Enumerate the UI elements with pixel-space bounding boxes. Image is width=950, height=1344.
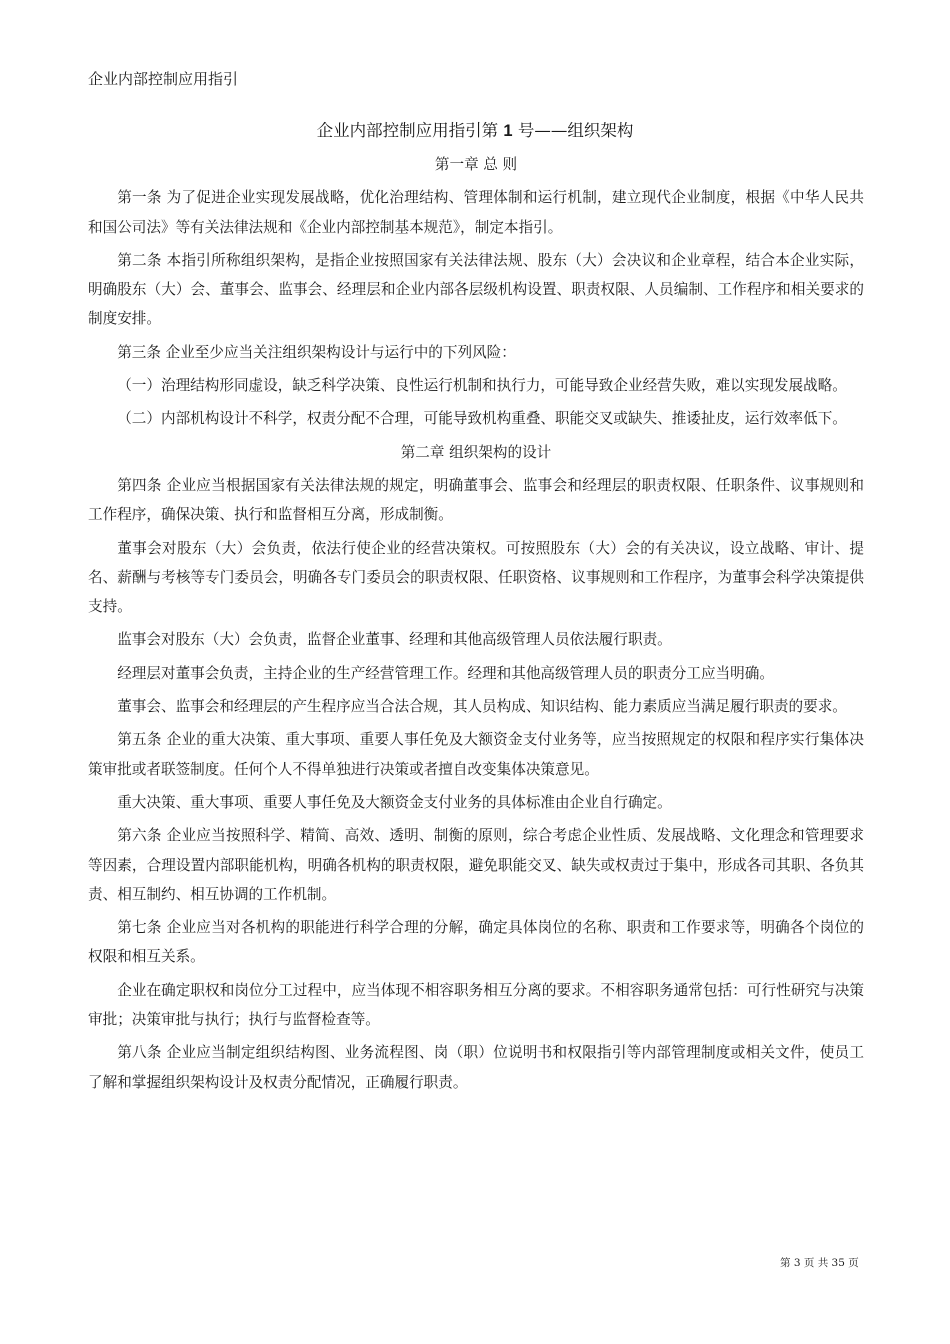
paragraph: 第三条 企业至少应当关注组织架构设计与运行中的下列风险： — [117, 343, 516, 361]
chapter-heading: 第一章 总 则 — [434, 156, 518, 173]
paragraph: 第七条 企业应当对各机构的职能进行科学合理的分解，确定具体岗位的名称、职责和工作要求等，明确各个岗位的权限和相互关系。 — [88, 919, 864, 966]
paragraph: 重大决策、重大事项、重要人事任免及大额资金支付业务的具体标准由企业自行确定。 — [117, 793, 672, 811]
title-number: 1 — [503, 122, 513, 140]
paragraph: 监事会对股东（大）会负责，监督企业董事、经理和其他高级管理人员依法履行职责。 — [117, 631, 672, 649]
document-title — [0, 117, 950, 141]
paragraph: 董事会对股东（大）会负责，依法行使企业的经营决策权。可按照股东（大）会的有关决议，设立战略、审计、提名、薪酬与考核等专门委员会，明确各专门委员会的职责权限、任职资格、议事规则和工作程序，为董事会科学决策提供支持。 — [88, 539, 864, 616]
paragraph: 第四条 企业应当根据国家有关法律法规的规定，明确董事会、监事会和经理层的职责权限、任职条件、议事规则和工作程序，确保决策、执行和监督相互分离，形成制衡。 — [88, 476, 864, 524]
page-footer: 第 3 页 共 35 页 — [780, 1257, 859, 1269]
chapter-heading: 第二章 组织架构的设计 — [400, 443, 552, 461]
paragraph: 企业在确定职权和岗位分工过程中，应当体现不相容职务相互分离的要求。不相容职务通常包括：可行性研究与决策审批；决策审批与执行；执行与监督检查等。 — [88, 981, 864, 1029]
paragraph: 第八条 企业应当制定组织结构图、业务流程图、岗（职）位说明书和权限指引等内部管理制度或相关文件，使员工了解和掌握组织架构设计及权责分配情况，正确履行职责。 — [88, 1044, 864, 1091]
paragraph: 第五条 企业的重大决策、重大事项、重要人事任免及大额资金支付业务等，应当按照规定的权限和程序实行集体决策审批或者联签制度。任何个人不得单独进行决策或者擅自改变集体决策意见。 — [88, 731, 864, 778]
paragraph: （一）治理结构形同虚设，缺乏科学决策、良性运行机制和执行力，可能导致企业经营失败，难以实现发展战略。 — [117, 377, 847, 395]
paragraph: 经理层对董事会负责，主持企业的生产经营管理工作。经理和其他高级管理人员的职责分工应当明确。 — [117, 664, 774, 682]
paragraph: 第二条 本指引所称组织架构，是指企业按照国家有关法律法规、股东（大）会决议和企业章程，结合本企业实际，明确股东（大）会、董事会、监事会、经理层和企业内部各层级机构设置、职责权限、人员编制、工作程序和相关要求的制度安排。 — [88, 251, 864, 328]
paragraph: （二）内部机构设计不科学，权责分配不合理，可能导致机构重叠、职能交叉或缺失、推诿扯皮，运行效率低下。 — [117, 410, 847, 428]
paragraph: 第一条 为了促进企业实现发展战略，优化治理结构、管理体制和运行机制，建立现代企业制度，根据《中华人民共和国公司法》等有关法律法规和《企业内部控制基本规范》，制定本指引。 — [88, 189, 864, 236]
title-prefix: 企业内部控制应用指引第 — [316, 121, 499, 140]
paragraph: 第六条 企业应当按照科学、精简、高效、透明、制衡的原则，综合考虑企业性质、发展战略、文化理念和管理要求等因素，合理设置内部职能机构，明确各机构的职责权限，避免职能交叉、缺失或权责过于集中，形成各司其职、各负其责、相互制约、相互协调的工作机制。 — [88, 827, 864, 903]
document-body — [88, 150, 864, 1097]
running-header: 企业内部控制应用指引 — [88, 70, 239, 88]
paragraph: 董事会、监事会和经理层的产生程序应当合法合规，其人员构成、知识结构、能力素质应当满足履行职责的要求。 — [117, 698, 847, 716]
title-suffix: 号——组织架构 — [517, 121, 634, 140]
